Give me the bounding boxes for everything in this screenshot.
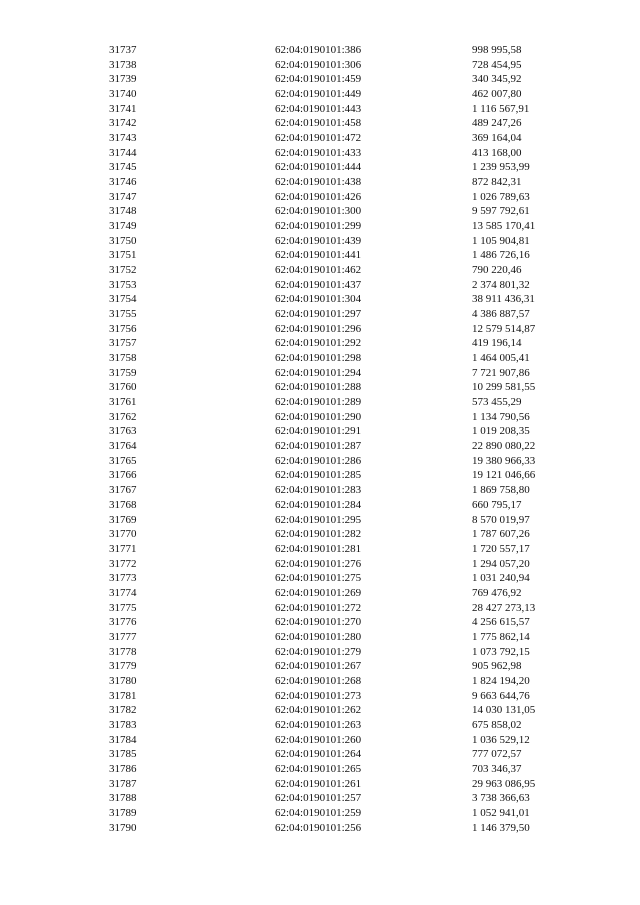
table-row: [0, 468, 640, 483]
cadastral-value: 1 105 904,81: [472, 234, 530, 247]
row-number: 31762: [109, 410, 137, 423]
table-row: [0, 307, 640, 322]
table-row: [0, 410, 640, 425]
row-number: 31754: [109, 293, 137, 306]
cadastral-value: 12 579 514,87: [472, 322, 536, 335]
cadastral-number: 62:04:0190101:294: [275, 366, 362, 379]
row-number: 31744: [109, 146, 137, 159]
row-number: 31748: [109, 205, 137, 218]
cadastral-value: 1 824 194,20: [472, 674, 530, 687]
cadastral-number: 62:04:0190101:441: [275, 249, 362, 262]
cadastral-value: 998 995,58: [472, 44, 522, 56]
table-row: [0, 278, 640, 293]
table-row: [0, 674, 640, 689]
cadastral-value: 1 146 379,50: [472, 821, 530, 834]
cadastral-value: 19 380 966,33: [472, 454, 536, 467]
cadastral-value: 4 386 887,57: [472, 308, 530, 321]
cadastral-number: 62:04:0190101:437: [275, 278, 362, 291]
cadastral-number: 62:04:0190101:290: [275, 410, 362, 423]
table-row: [0, 219, 640, 234]
table-row: [0, 146, 640, 161]
cadastral-value: 728 454,95: [472, 58, 522, 71]
table-row: [0, 175, 640, 190]
row-number: 31775: [109, 601, 137, 614]
row-number: 31760: [109, 381, 137, 394]
cadastral-number: 62:04:0190101:288: [275, 381, 362, 394]
table-row: [0, 87, 640, 102]
row-number: 31776: [109, 616, 137, 629]
table-row: [0, 102, 640, 117]
row-number: 31778: [109, 645, 137, 658]
row-number: 31757: [109, 337, 137, 350]
table-row: [0, 513, 640, 528]
table-row: [0, 483, 640, 498]
row-number: 31747: [109, 190, 137, 203]
row-number: 31739: [109, 73, 137, 86]
table-row: [0, 762, 640, 777]
table-row: [0, 689, 640, 704]
cadastral-number: 62:04:0190101:298: [275, 352, 362, 365]
cadastral-value: 777 072,57: [472, 748, 522, 761]
cadastral-number: 62:04:0190101:283: [275, 484, 362, 497]
row-number: 31768: [109, 498, 137, 511]
cadastral-number: 62:04:0190101:386: [275, 44, 362, 56]
cadastral-number: 62:04:0190101:426: [275, 190, 362, 203]
cadastral-value: 573 455,29: [472, 396, 522, 409]
row-number: 31750: [109, 234, 137, 247]
row-number: 31752: [109, 264, 137, 277]
row-number: 31779: [109, 660, 137, 673]
row-number: 31789: [109, 806, 137, 819]
table-row: [0, 160, 640, 175]
cadastral-value: 1 869 758,80: [472, 484, 530, 497]
cadastral-value: 10 299 581,55: [472, 381, 536, 394]
cadastral-number: 62:04:0190101:270: [275, 616, 362, 629]
row-number: 31780: [109, 674, 137, 687]
table-row: [0, 601, 640, 616]
table-row: [0, 791, 640, 806]
cadastral-value: 1 720 557,17: [472, 542, 530, 555]
cadastral-number: 62:04:0190101:279: [275, 645, 362, 658]
cadastral-value: 4 256 615,57: [472, 616, 530, 629]
row-number: 31767: [109, 484, 137, 497]
cadastral-value: 29 963 086,95: [472, 777, 536, 790]
row-number: 31765: [109, 454, 137, 467]
table-row: [0, 571, 640, 586]
cadastral-number: 62:04:0190101:265: [275, 762, 362, 775]
table-row: [0, 190, 640, 205]
table-row: [0, 116, 640, 131]
cadastral-value: 7 721 907,86: [472, 366, 530, 379]
cadastral-number: 62:04:0190101:449: [275, 88, 362, 101]
cadastral-number: 62:04:0190101:263: [275, 718, 362, 731]
table-row: [0, 806, 640, 821]
cadastral-value: 1 464 005,41: [472, 352, 530, 365]
cadastral-number: 62:04:0190101:462: [275, 264, 362, 277]
cadastral-number: 62:04:0190101:269: [275, 586, 362, 599]
cadastral-number: 62:04:0190101:264: [275, 748, 362, 761]
cadastral-value: 462 007,80: [472, 88, 522, 101]
cadastral-value: 13 585 170,41: [472, 220, 536, 233]
cadastral-value: 1 294 057,20: [472, 557, 530, 570]
table-row: [0, 380, 640, 395]
cadastral-number: 62:04:0190101:285: [275, 469, 362, 482]
cadastral-value: 3 738 366,63: [472, 792, 530, 805]
cadastral-value: 1 019 208,35: [472, 425, 530, 438]
cadastral-number: 62:04:0190101:291: [275, 425, 362, 438]
cadastral-number: 62:04:0190101:257: [275, 792, 362, 805]
cadastral-value: 675 858,02: [472, 718, 522, 731]
cadastral-value: 369 164,04: [472, 132, 522, 145]
table-row: [0, 72, 640, 87]
row-number: 31790: [109, 821, 137, 834]
cadastral-number: 62:04:0190101:306: [275, 58, 362, 71]
row-number: 31759: [109, 366, 137, 379]
row-number: 31783: [109, 718, 137, 731]
row-number: 31769: [109, 513, 137, 526]
cadastral-number: 62:04:0190101:297: [275, 308, 362, 321]
table-row: [0, 615, 640, 630]
row-number: 31753: [109, 278, 137, 291]
cadastral-number: 62:04:0190101:259: [275, 806, 362, 819]
row-number: 31787: [109, 777, 137, 790]
row-number: 31742: [109, 117, 137, 130]
table-row: [0, 351, 640, 366]
table-row: [0, 204, 640, 219]
table-row: [0, 527, 640, 542]
cadastral-value: 9 597 792,61: [472, 205, 530, 218]
table-row: [0, 248, 640, 263]
table-row: [0, 586, 640, 601]
cadastral-value: 413 168,00: [472, 146, 522, 159]
cadastral-number: 62:04:0190101:260: [275, 733, 362, 746]
row-number: 31771: [109, 542, 137, 555]
row-number: 31782: [109, 704, 137, 717]
cadastral-number: 62:04:0190101:282: [275, 528, 362, 541]
cadastral-number: 62:04:0190101:300: [275, 205, 362, 218]
table-row: [0, 703, 640, 718]
cadastral-number: 62:04:0190101:268: [275, 674, 362, 687]
cadastral-number: 62:04:0190101:292: [275, 337, 362, 350]
table-row: [0, 630, 640, 645]
cadastral-number: 62:04:0190101:276: [275, 557, 362, 570]
row-number: 31764: [109, 440, 137, 453]
row-number: 31745: [109, 161, 137, 174]
row-number: 31781: [109, 689, 137, 702]
cadastral-number: 62:04:0190101:443: [275, 102, 362, 115]
cadastral-value: 1 134 790,56: [472, 410, 530, 423]
cadastral-number: 62:04:0190101:280: [275, 630, 362, 643]
cadastral-value: 340 345,92: [472, 73, 522, 86]
row-number: 31766: [109, 469, 137, 482]
row-number: 31743: [109, 132, 137, 145]
cadastral-value: 790 220,46: [472, 264, 522, 277]
table-row: [0, 557, 640, 572]
cadastral-number: 62:04:0190101:438: [275, 176, 362, 189]
row-number: 31786: [109, 762, 137, 775]
cadastral-number: 62:04:0190101:272: [275, 601, 362, 614]
table-row: [0, 234, 640, 249]
cadastral-number: 62:04:0190101:275: [275, 572, 362, 585]
cadastral-number: 62:04:0190101:289: [275, 396, 362, 409]
table-row: [0, 747, 640, 762]
cadastral-number: 62:04:0190101:295: [275, 513, 362, 526]
row-number: 31774: [109, 586, 137, 599]
cadastral-number: 62:04:0190101:458: [275, 117, 362, 130]
cadastral-number: 62:04:0190101:304: [275, 293, 362, 306]
row-number: 31761: [109, 396, 137, 409]
cadastral-number: 62:04:0190101:299: [275, 220, 362, 233]
table-row: [0, 336, 640, 351]
row-number: 31758: [109, 352, 137, 365]
row-number: 31777: [109, 630, 137, 643]
cadastral-value: 1 026 789,63: [472, 190, 530, 203]
cadastral-number: 62:04:0190101:256: [275, 821, 362, 834]
cadastral-value: 872 842,31: [472, 176, 522, 189]
cadastral-value: 905 962,98: [472, 660, 522, 673]
cadastral-value: 1 239 953,99: [472, 161, 530, 174]
table-row: [0, 821, 640, 836]
cadastral-value: 419 196,14: [472, 337, 522, 350]
cadastral-number: 62:04:0190101:459: [275, 73, 362, 86]
cadastral-value: 1 052 941,01: [472, 806, 530, 819]
cadastral-number: 62:04:0190101:296: [275, 322, 362, 335]
cadastral-value: 2 374 801,32: [472, 278, 530, 291]
cadastral-value: 22 890 080,22: [472, 440, 536, 453]
row-number: 31740: [109, 88, 137, 101]
cadastral-number: 62:04:0190101:273: [275, 689, 362, 702]
cadastral-value: 8 570 019,97: [472, 513, 530, 526]
cadastral-value: 769 476,92: [472, 586, 522, 599]
table-row: [0, 777, 640, 792]
table-row: [0, 263, 640, 278]
cadastral-number: 62:04:0190101:284: [275, 498, 362, 511]
cadastral-value: 1 036 529,12: [472, 733, 530, 746]
cadastral-number: 62:04:0190101:261: [275, 777, 362, 790]
cadastral-value: 1 486 726,16: [472, 249, 530, 262]
row-number: 31788: [109, 792, 137, 805]
cadastral-value: 1 775 862,14: [472, 630, 530, 643]
table-row: [0, 454, 640, 469]
cadastral-number: 62:04:0190101:267: [275, 660, 362, 673]
row-number: 31763: [109, 425, 137, 438]
table-row: [0, 58, 640, 73]
row-number: 31772: [109, 557, 137, 570]
cadastral-value-table: [0, 43, 640, 835]
table-row: [0, 718, 640, 733]
table-row: [0, 366, 640, 381]
table-row: [0, 292, 640, 307]
cadastral-number: 62:04:0190101:472: [275, 132, 362, 145]
cadastral-value: 1 073 792,15: [472, 645, 530, 658]
cadastral-number: 62:04:0190101:439: [275, 234, 362, 247]
cadastral-value: 9 663 644,76: [472, 689, 530, 702]
cadastral-value: 489 247,26: [472, 117, 522, 130]
table-row: [0, 395, 640, 410]
table-row: [0, 498, 640, 513]
cadastral-value: 1 787 607,26: [472, 528, 530, 541]
row-number: 31746: [109, 176, 137, 189]
row-number: 31738: [109, 58, 137, 71]
table-row: [0, 542, 640, 557]
table-row: [0, 131, 640, 146]
cadastral-number: 62:04:0190101:281: [275, 542, 362, 555]
row-number: 31749: [109, 220, 137, 233]
row-number: 31755: [109, 308, 137, 321]
row-number: 31784: [109, 733, 137, 746]
table-row: [0, 659, 640, 674]
table-row: [0, 439, 640, 454]
row-number: 31751: [109, 249, 137, 262]
row-number: 31770: [109, 528, 137, 541]
row-number: 31741: [109, 102, 137, 115]
cadastral-value: 28 427 273,13: [472, 601, 536, 614]
cadastral-number: 62:04:0190101:286: [275, 454, 362, 467]
cadastral-value: 1 031 240,94: [472, 572, 530, 585]
cadastral-value: 38 911 436,31: [472, 293, 535, 306]
cadastral-value: 1 116 567,91: [472, 102, 530, 115]
cadastral-value: 14 030 131,05: [472, 704, 536, 717]
table-row: [0, 43, 640, 58]
cadastral-number: 62:04:0190101:444: [275, 161, 362, 174]
cadastral-value: 660 795,17: [472, 498, 522, 511]
cadastral-value: 19 121 046,66: [472, 469, 536, 482]
cadastral-number: 62:04:0190101:287: [275, 440, 362, 453]
cadastral-value: 703 346,37: [472, 762, 522, 775]
row-number: 31756: [109, 322, 137, 335]
cadastral-number: 62:04:0190101:262: [275, 704, 362, 717]
row-number: 31773: [109, 572, 137, 585]
row-number: 31785: [109, 748, 137, 761]
table-row: [0, 733, 640, 748]
table-row: [0, 424, 640, 439]
table-row: [0, 645, 640, 660]
row-number: 31737: [109, 44, 137, 56]
cadastral-number: 62:04:0190101:433: [275, 146, 362, 159]
table-row: [0, 322, 640, 337]
